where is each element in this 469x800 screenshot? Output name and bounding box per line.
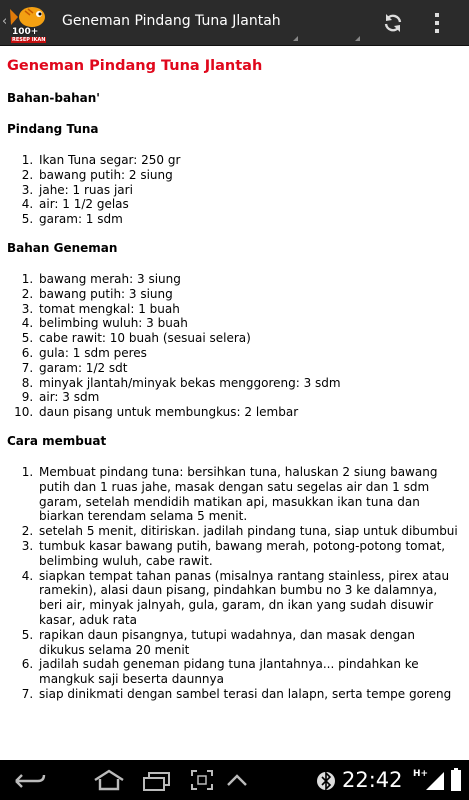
back-icon[interactable]: [8, 771, 48, 791]
list-item: 10. daun pisang untuk membungkus: 2 lembar: [37, 405, 462, 420]
spinner-corner-indicator: [293, 36, 298, 41]
list-item: 5. garam: 1 sdm: [37, 212, 462, 227]
pindang-heading: Pindang Tuna: [7, 122, 99, 136]
list-item: 8. minyak jlantah/minyak bekas menggoreng: 3 sdm: [37, 376, 462, 391]
list-item: 1. bawang merah: 3 siung: [37, 272, 462, 287]
action-bar-title: Geneman Pindang Tuna Jlantah: [62, 13, 281, 29]
network-type-label: H+: [413, 769, 429, 779]
spinner-corner-indicator: [355, 36, 360, 41]
overflow-menu-icon[interactable]: [432, 10, 442, 36]
list-item: 3. jahe: 1 ruas jari: [37, 183, 462, 198]
list-item: 2. setelah 5 menit, ditiriskan. jadilah pindang tuna, siap untuk dibumbui: [37, 524, 462, 539]
list-item: 6. jadilah sudah geneman pidang tuna jlantahnya... pindahkan ke mangkuk saji beserta daunnya: [37, 657, 462, 687]
list-item: 7. garam: 1/2 sdt: [37, 361, 462, 376]
list-item: 5. cabe rawit: 10 buah (sesuai selera): [37, 331, 462, 346]
logo-caption: RESEP IKAN: [12, 37, 46, 43]
pindang-ingredient-list: [7, 153, 462, 227]
list-item: 6. gula: 1 sdm peres: [37, 346, 462, 361]
method-step-list: [7, 465, 462, 702]
list-item: 5. rapikan daun pisangnya, tutupi wadahnya, dan masak dengan dikukus selama 20 menit: [37, 628, 462, 658]
bluetooth-icon: [316, 770, 336, 792]
geneman-heading: Bahan Geneman: [7, 240, 118, 255]
screenshot-icon[interactable]: [190, 769, 214, 791]
method-heading: Cara membuat: [7, 433, 107, 448]
list-item: 1. Ikan Tuna segar: 250 gr: [37, 153, 462, 168]
list-item: 9. air: 3 sdm: [37, 390, 462, 405]
list-item: 3. tomat mengkal: 1 buah: [37, 302, 462, 317]
geneman-ingredient-list: [7, 272, 462, 420]
menu-up-icon[interactable]: [225, 773, 249, 787]
list-item: 4. siapkan tempat tahan panas (misalnya rantang stainless, pirex atau ramekin), alasi daun pisang, pindahkan bumbu no 3 ke dalamnya, beri air, minyak jalnyah, gula, garam, dn ikan yang sudah disuwir kasar, aduk rata: [37, 569, 462, 628]
app-logo[interactable]: [8, 2, 50, 42]
list-item: 7. siap dinikmati dengan sambel terasi dan lalapn, serta tempe goreng: [37, 687, 462, 702]
clock: 22:42: [342, 768, 403, 792]
recipe-title: Geneman Pindang Tuna Jlantah: [7, 58, 263, 74]
battery-icon: [451, 768, 461, 791]
ingredients-heading: Bahan-bahan': [7, 91, 100, 105]
home-icon[interactable]: [92, 769, 126, 791]
list-item: 3. tumbuk kasar bawang putih, bawang merah, potong-potong tomat, belimbing wuluh, cabe rawit.: [37, 539, 462, 569]
recent-apps-icon[interactable]: [140, 770, 174, 792]
list-item: 2. bawang putih: 2 siung: [37, 168, 462, 183]
action-bar: [0, 0, 469, 46]
list-item: 2. bawang putih: 3 siung: [37, 287, 462, 302]
signal-icon: [426, 770, 444, 790]
list-item: 4. air: 1 1/2 gelas: [37, 197, 462, 212]
logo-number: 100+: [12, 27, 39, 37]
up-caret-icon[interactable]: ‹: [2, 14, 8, 29]
list-item: 4. belimbing wuluh: 3 buah: [37, 316, 462, 331]
system-navigation-bar: [0, 760, 469, 800]
article-content: [7, 58, 462, 716]
refresh-icon[interactable]: [381, 11, 405, 35]
list-item: 1. Membuat pindang tuna: bersihkan tuna, haluskan 2 siung bawang putih dan 1 ruas jahe, masak dengan satu segelas air dan 1 sdm garam, setelah mendidih matikan api, masukkan ikan tuna dan biarkan terendam selama 5 menit.: [37, 465, 462, 524]
